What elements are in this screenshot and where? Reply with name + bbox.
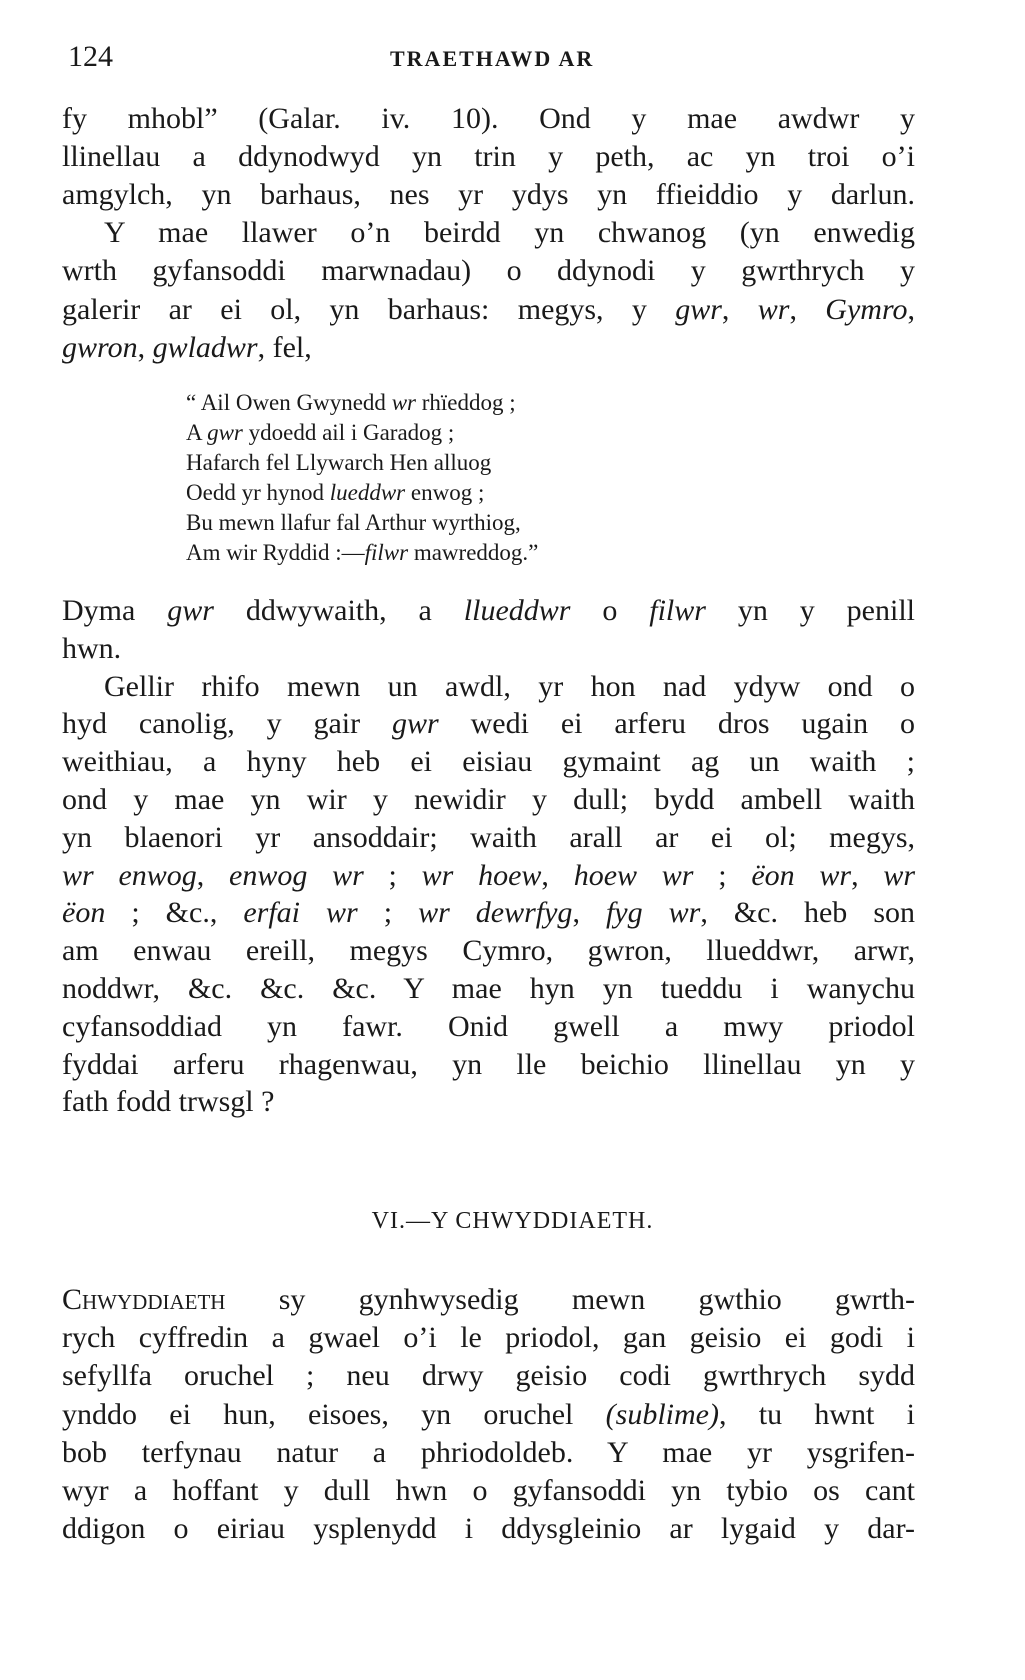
text-segment: mawreddog.”: [408, 540, 539, 565]
text-segment: ;: [693, 858, 752, 892]
poem-line: [186, 448, 491, 478]
italic-text: hoew wr: [573, 858, 694, 892]
text-segment: ,: [541, 858, 574, 892]
italic-text: gwr: [207, 420, 243, 445]
italic-text: fyg wr: [605, 896, 701, 930]
section-heading: VI.—Y CHWYDDIAETH.: [371, 1208, 654, 1234]
text-segment: fath fodd trwsgl ?: [62, 1085, 275, 1119]
page-number: 124: [68, 40, 113, 73]
poem-line: [186, 388, 516, 418]
text-segment: Oedd yr hynod: [186, 480, 330, 505]
text-segment: ;: [357, 896, 419, 930]
text-segment: Chwyddiaeth: [62, 1283, 226, 1316]
italic-text: (sublime): [605, 1397, 719, 1431]
text-segment: ,: [907, 292, 916, 326]
text-segment: cyfansoddiad yn fawr. Onid gwell a mwy priodol: [62, 1009, 915, 1043]
text-line: [62, 857, 915, 895]
text-line: [62, 329, 915, 367]
text-line: [62, 894, 915, 932]
italic-text: ëon wr: [751, 858, 852, 892]
italic-text: ëon: [62, 896, 106, 930]
text-segment: bob terfynau natur a phriodoldeb. Y mae yr ysgrifen-: [62, 1435, 915, 1469]
text-line: [62, 1046, 915, 1084]
text-segment: wrth gyfansoddi marwnadau) o ddynodi y gwrthrych y: [62, 254, 915, 288]
text-segment: fy mhobl” (Galar. iv. 10). Ond y mae awdwr y: [62, 102, 915, 135]
text-line: [62, 1083, 915, 1121]
italic-text: wr: [757, 292, 790, 326]
text-line: [62, 932, 915, 970]
text-line: [62, 1472, 915, 1510]
italic-text: enwog wr: [229, 858, 364, 892]
text-line: [62, 970, 915, 1008]
text-segment: llinellau a ddynodwyd yn trin y peth, ac yn troi o’i: [62, 140, 915, 174]
text-line: [62, 1434, 915, 1472]
poem-line: [186, 508, 521, 538]
text-line: [62, 705, 915, 743]
italic-text: filwr: [649, 594, 706, 627]
text-line: [104, 214, 915, 252]
text-segment: ;: [363, 858, 422, 892]
italic-text: gwr: [392, 707, 439, 741]
text-segment: , fel,: [257, 330, 312, 364]
text-segment: sefyllfa oruchel ; neu drwy geisio codi gwrthrych sydd: [62, 1359, 915, 1393]
text-line: [62, 1510, 915, 1548]
text-segment: Gellir rhifo mewn un awdl, yr hon nad ydyw ond o: [104, 669, 915, 703]
italic-text: gwr: [675, 292, 722, 326]
text-segment: ynddo ei hun, eisoes, yn oruchel: [62, 1397, 606, 1431]
text-line: [62, 781, 915, 819]
text-line: [62, 1396, 915, 1434]
text-segment: ddwywaith, a: [213, 594, 464, 627]
text-segment: o: [570, 594, 650, 627]
text-segment: rhïeddog ;: [415, 390, 516, 415]
text-segment: wyr a hoffant y dull hwn o gyfansoddi yn tybio os cant: [62, 1474, 915, 1507]
text-line: [62, 291, 915, 329]
text-segment: weithiau, a hyny heb ei eisiau gymaint ag un waith ;: [62, 745, 915, 779]
text-segment: Hafarch fel Llywarch Hen alluog: [186, 450, 492, 475]
text-line: [62, 819, 915, 857]
text-segment: Bu mewn llafur fal Arthur wyrthiog,: [186, 510, 521, 535]
italic-text: lueddwr: [329, 480, 406, 505]
text-line: [62, 592, 915, 630]
text-line: [62, 1008, 915, 1046]
italic-text: gwr: [167, 594, 214, 627]
text-line: [62, 138, 915, 176]
text-segment: yn y penill: [705, 594, 916, 627]
text-segment: rych cyffredin a gwael o’i le priodol, gan geisio ei godi i: [62, 1321, 915, 1355]
text-segment: ,: [721, 292, 758, 326]
italic-text: gwron: [62, 330, 138, 364]
text-segment: hwn.: [62, 631, 122, 665]
text-segment: am enwau ereill, megys Cymro, gwron, llueddwr, arwr,: [62, 934, 915, 968]
text-segment: fyddai arferu rhagenwau, yn lle beichio llinellau yn y: [62, 1047, 915, 1081]
text-segment: ,: [572, 896, 606, 930]
italic-text: gwladwr: [152, 330, 258, 364]
italic-text: wr hoew: [421, 858, 542, 892]
italic-text: wr: [883, 858, 916, 892]
text-line: [62, 176, 915, 214]
text-line: [62, 252, 915, 290]
poem-line: [186, 478, 484, 508]
text-segment: ddigon o eiriau ysplenydd i ddysgleinio ar lygaid y dar-: [62, 1512, 915, 1546]
text-segment: noddwr, &c. &c. &c. Y mae hyn yn tueddu i wanychu: [62, 972, 915, 1005]
text-segment: , &c. heb son: [700, 896, 915, 930]
text-segment: A: [186, 420, 208, 445]
text-line: [104, 668, 915, 706]
italic-text: wr enwog: [62, 858, 197, 892]
italic-text: wr: [391, 390, 416, 415]
italic-text: llueddwr: [463, 594, 571, 627]
text-segment: amgylch, yn barhaus, nes yr ydys yn ffieiddio y darlun.: [62, 178, 915, 212]
text-line: [62, 1357, 915, 1395]
text-segment: ond y mae yn wir y newidir y dull; bydd ambell waith: [62, 783, 915, 816]
poem-line: [186, 418, 454, 448]
text-segment: , tu hwnt i: [718, 1397, 916, 1431]
text-line: [62, 743, 915, 781]
text-line: [62, 1281, 915, 1319]
italic-text: wr dewrfyg: [418, 896, 573, 930]
text-segment: ,: [789, 292, 826, 326]
text-line: [62, 1319, 915, 1357]
italic-text: Gymro: [825, 292, 908, 326]
text-segment: enwog ;: [405, 480, 485, 505]
poem-line: [186, 538, 538, 568]
text-segment: “ Ail Owen Gwynedd: [186, 390, 392, 415]
text-segment: galerir ar ei ol, yn barhaus: megys, y: [62, 292, 676, 326]
text-segment: sy gynhwysedig mewn gwthio gwrth-: [225, 1283, 915, 1316]
text-line: [62, 100, 915, 138]
running-head: TRAETHAWD AR: [390, 46, 595, 71]
text-segment: ; &c.,: [105, 896, 244, 930]
text-segment: ydoedd ail i Garadog ;: [242, 420, 455, 445]
text-segment: yn blaenori yr ansoddair; waith arall ar ei ol; megys,: [62, 820, 915, 854]
italic-text: filwr: [364, 540, 409, 565]
text-segment: wedi ei arferu dros ugain o: [438, 707, 915, 741]
text-line: [62, 630, 915, 668]
text-segment: ,: [851, 858, 884, 892]
text-segment: Am wir Ryddid :—: [186, 540, 365, 565]
text-segment: Y mae llawer o’n beirdd yn chwanog (yn enwedig: [104, 216, 915, 250]
text-segment: Dyma: [62, 594, 168, 627]
text-segment: ,: [137, 330, 153, 364]
italic-text: erfai wr: [243, 896, 358, 930]
text-segment: ,: [196, 858, 230, 892]
text-segment: hyd canolig, y gair: [62, 707, 393, 741]
